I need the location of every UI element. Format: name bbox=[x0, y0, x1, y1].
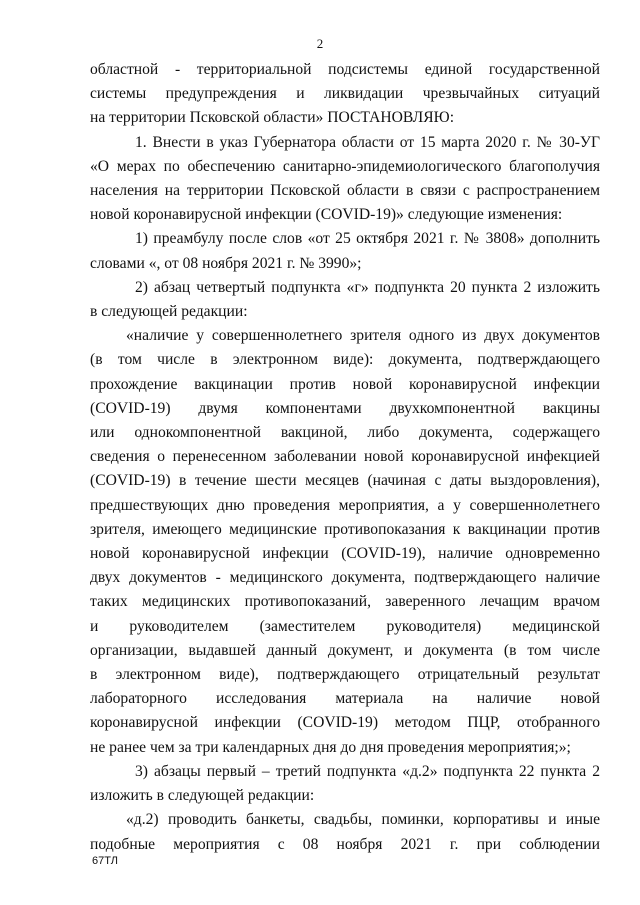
text-line: зрителя, имеющего медицинские противопоказания к вакцинации против bbox=[90, 520, 600, 538]
page-number: 2 bbox=[316, 36, 324, 51]
text-line: организации, выдавшей данный документ, и документа (в том числе bbox=[90, 641, 600, 659]
text-line: «д.2) проводить банкеты, свадьбы, поминки, корпоративы и иные bbox=[126, 811, 600, 829]
text-line: подобные мероприятия с 08 ноября 2021 г. при соблюдении bbox=[90, 835, 600, 853]
text-line: сведения о перенесенном заболевании новой коронавирусной инфекцией bbox=[90, 448, 600, 466]
document-body bbox=[90, 58, 600, 857]
text-line: (COVID-19) двумя компонентами двухкомпонентной вакцины bbox=[90, 399, 600, 417]
text-line: (в том числе в электронном виде): документа, подтверждающего bbox=[90, 351, 600, 369]
text-line: «наличие у совершеннолетнего зрителя одного из двух документов bbox=[126, 327, 600, 345]
text-line: лабораторного исследования материала на наличие новой bbox=[90, 690, 600, 708]
text-line: в электронном виде), подтверждающего отрицательный результат bbox=[90, 666, 600, 684]
text-line: новой коронавирусной инфекции (COVID-19), наличие одновременно bbox=[90, 545, 600, 563]
text-line: населения на территории Псковской области в связи с распространением bbox=[90, 182, 600, 200]
text-line: областной - территориальной подсистемы единой государственной bbox=[90, 61, 600, 78]
text-line: предшествующих дню проведения мероприятия, а у совершеннолетнего bbox=[90, 496, 600, 514]
text-line: словами «, от 08 ноября 2021 г. № 3990»; bbox=[90, 254, 362, 272]
text-line: 1) преамбулу после слов «от 25 октября 2021 г. № 3808» дополнить bbox=[135, 230, 600, 248]
text-line: или однокомпонентной вакциной, либо документа, содержащего bbox=[90, 424, 600, 442]
text-line: таких медицинских противопоказаний, заверенного лечащим врачом bbox=[90, 593, 600, 611]
text-line: в следующей редакции: bbox=[90, 303, 248, 321]
text-line: «О мерах по обеспечению санитарно-эпидемиологического благополучия bbox=[90, 157, 600, 175]
text-line: и руководителем (заместителем руководителя) медицинской bbox=[90, 617, 600, 635]
text-line: 3) абзацы первый – третий подпункта «д.2» подпункта 22 пункта 2 bbox=[135, 762, 600, 780]
text-line: прохождение вакцинации против новой коронавирусной инфекции bbox=[90, 375, 600, 393]
text-line: 2) абзац четвертый подпункта «г» подпункта 20 пункта 2 изложить bbox=[135, 278, 600, 296]
text-line: изложить в следующей редакции: bbox=[90, 787, 315, 805]
text-line: не ранее чем за три календарных дня до дня проведения мероприятия;»; bbox=[90, 738, 571, 756]
text-line: (COVID-19) в течение шести месяцев (начиная с даты выздоровления), bbox=[90, 472, 600, 490]
document-code: 67ТЛ bbox=[92, 855, 118, 867]
text-line: 1. Внести в указ Губернатора области от 15 марта 2020 г. № 30-УГ bbox=[135, 133, 600, 151]
text-line: системы предупреждения и ликвидации чрезвычайных ситуаций bbox=[90, 85, 600, 103]
text-line: коронавирусной инфекции (COVID-19) методом ПЦР, отобранного bbox=[90, 714, 600, 732]
text-line: двух документов - медицинского документа, подтверждающего наличие bbox=[90, 569, 600, 587]
text-line: на территории Псковской области» ПОСТАНОВЛЯЮ: bbox=[90, 109, 455, 127]
text-line: новой коронавирусной инфекции (COVID-19)» следующие изменения: bbox=[90, 206, 563, 224]
